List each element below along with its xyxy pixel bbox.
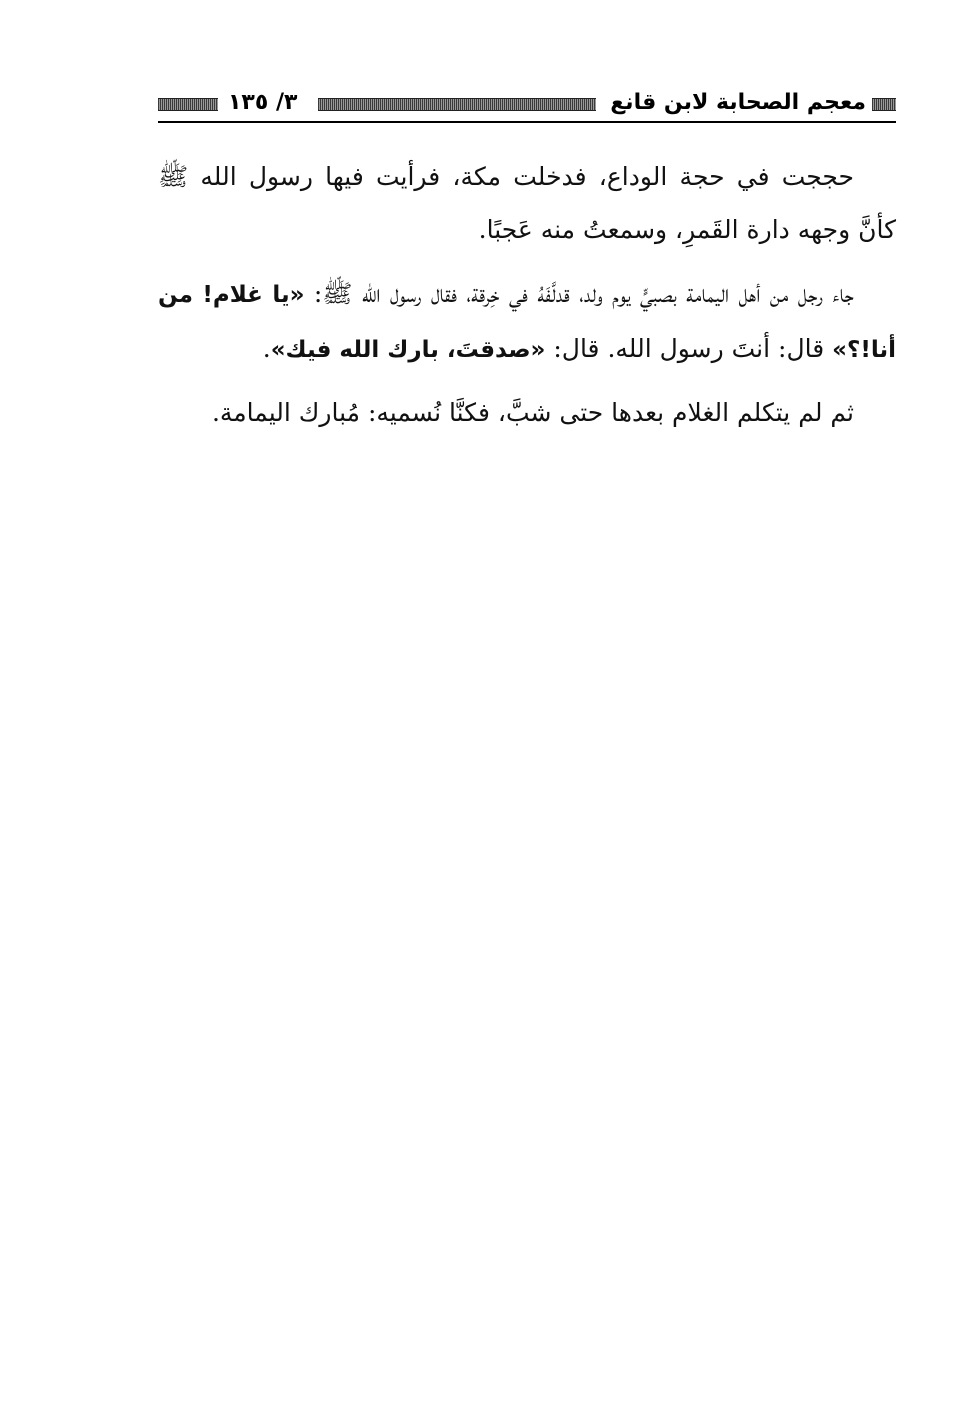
book-title: معجم الصحابة لابن قانع [610, 90, 866, 115]
paragraph-text: جاء رجل من أهل اليمامة بصبيٍّ يوم ولد، قدلَّفَهُ في خِرقة، فقال رسول الله ﷺ: [304, 279, 854, 308]
hadith-quote: «يا غلام! من أنا!؟» [158, 282, 896, 363]
paragraph [158, 267, 896, 377]
paragraph: حججت في حجة الوداع، فدخلت مكة، فرأيت فيها رسول الله ﷺ كأنَّ وجهه دارة القَمرِ، وسمعتُ منه عَجبًا. [158, 162, 896, 244]
header-ornament-bar [318, 98, 596, 111]
paragraph-text: قال: أنتَ رسول الله. قال: [545, 334, 833, 363]
paragraph: ثم لم يتكلم الغلام بعدها حتى شبَّ، فكنَّا نُسميه: مُبارك اليمامة. [211, 398, 854, 427]
header-ornament-bar [872, 98, 896, 111]
paragraph-text: . [262, 334, 271, 363]
page-body [158, 150, 896, 448]
running-header [158, 88, 896, 120]
page-number: ٣/ ١٣٥ [228, 90, 298, 115]
header-ornament-bar [158, 98, 218, 111]
hadith-quote: «صدقتَ، بارك الله فيك» [270, 337, 546, 363]
header-rule [158, 121, 896, 123]
